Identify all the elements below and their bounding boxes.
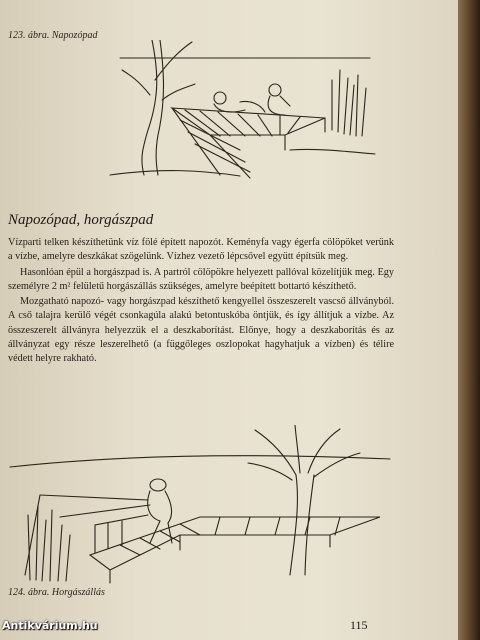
page-number: 115 [350,618,368,632]
paragraph-2: Hasonlóan épül a horgászpad is. A partról cölöpökre helyezett pallóval közelítjük meg. Egy személyre 2 m² felületű horgászállás szükséges, amelyre beépített bottartó készíthető. [8,266,394,292]
figure-123-caption: 123. ábra. Napozópad [8,30,98,41]
figure-124-caption: 124. ábra. Horgászállás [8,587,105,598]
sunbathing-deck-illustration [100,40,380,180]
section-heading: Napozópad, horgászpad [8,212,154,228]
paragraph-3: Mozgatható napozó- vagy horgászpad készíthető kengyellel összeszerelt vascső állványból. A cső talajra kerülő végét csonkagúla alakú betontuskóba öntjük, és így állítjuk a vízbe. Az összeszerelt állványra helyezzük el a deszkaborítást. Előnye, hogy a deszkaborítás és az állványzat egy része leszerelhető (a függőleges oszlopokat hagyhatjuk a vízben) és télire védett helyre rakható. [8,296,394,365]
watermark: Antikvárium.hu [2,619,98,632]
body-text [8,236,394,368]
paragraph-1: Vízparti telken készíthetünk víz fölé épített napozót. Keményfa vagy égerfa cölöpöket verünk a vízbe, amelyre deszkákat szögelünk. Vízhez vezető lépcsővel együtt építsük meg. [8,237,394,263]
fishing-platform-illustration [0,425,400,585]
book-page-edge [458,0,480,640]
